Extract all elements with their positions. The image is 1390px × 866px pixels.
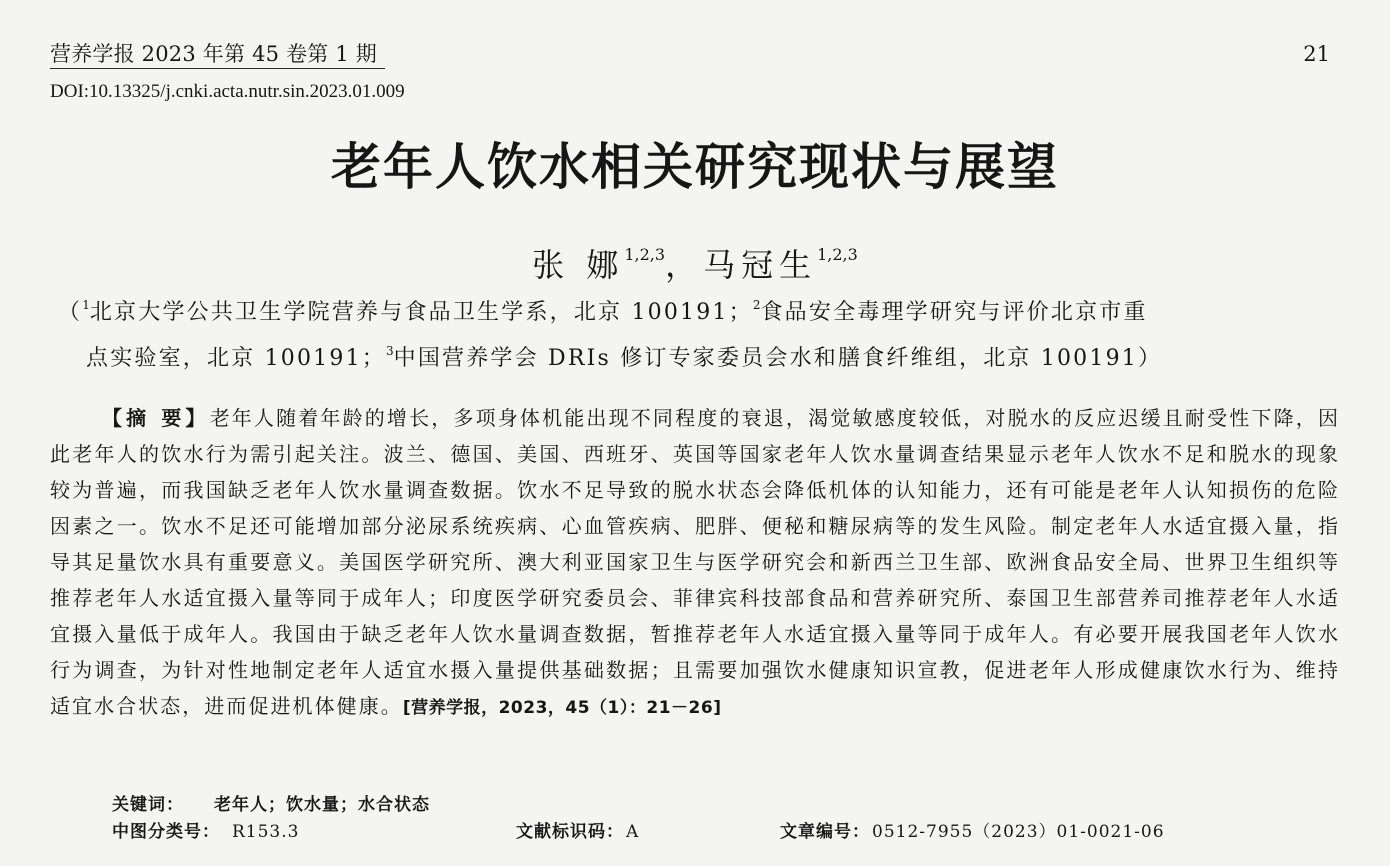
header-underline xyxy=(50,68,385,69)
document-code-row xyxy=(516,820,639,844)
clc-value: R153.3 xyxy=(232,822,300,842)
abstract xyxy=(50,400,1340,726)
affiliation-text: 点实验室，北京 100191； xyxy=(86,346,386,371)
citation: [营养学报，2023，45（1）：21－26] xyxy=(402,698,722,718)
author-separator: ， xyxy=(665,246,704,284)
page-number: 21 xyxy=(1303,42,1330,66)
author-name: 张 娜 xyxy=(532,246,625,284)
affiliation-marker: 3 xyxy=(385,344,394,358)
affiliation-marker: 2 xyxy=(752,298,761,312)
keywords-label: 关键词： xyxy=(112,795,184,815)
abstract-label: 【摘 要】 xyxy=(102,406,210,430)
affiliation-open-paren: （ xyxy=(58,300,83,325)
affiliation-text: 北京大学公共卫生学院营养与食品卫生学系，北京 100191； xyxy=(89,300,753,325)
clc-label: 中图分类号： xyxy=(112,822,220,842)
article-number-value: 0512-7955（2023）01-0021-06 xyxy=(872,822,1165,842)
paper-title: 老年人饮水相关研究现状与展望 xyxy=(331,138,1059,196)
clc-row xyxy=(112,820,299,844)
author-name: 马冠生 xyxy=(703,246,818,284)
journal-header: 营养学报 2023 年第 45 卷第 1 期 xyxy=(50,42,377,66)
affiliation-text: 食品安全毒理学研究与评价北京市重 xyxy=(760,300,1148,325)
affiliations xyxy=(58,286,1336,378)
keywords-value: 老年人；饮水量；水合状态 xyxy=(214,795,430,815)
affiliation-text: 中国营养学会 DRIs 修订专家委员会水和膳食纤维组，北京 100191） xyxy=(393,346,1163,371)
article-number-label: 文章编号： xyxy=(780,822,870,842)
affiliation-marker: 1 xyxy=(82,298,90,312)
keywords-row xyxy=(112,793,430,817)
abstract-body: 老年人随着年龄的增长，多项身体机能出现不同程度的衰退，渴觉敏感度较低，对脱水的反应迟缓且耐受性下降，因此老年人的饮水行为需引起关注。波兰、德国、美国、西班牙、英国等国家老年人饮水量调查结果显示老年人饮水不足和脱水的现象较为普遍，而我国缺乏老年人饮水量调查数据。饮水不足导致的脱水状态会降低机体的认知能力，还有可能是老年人认知损伤的危险因素之一。饮水不足还可能增加部分泌尿系统疾病、心血管疾病、肥胖、便秘和糖尿病等的发生风险。制定老年人水适宜摄入量，指导其足量饮水具有重要意义。美国医学研究所、澳大利亚国家卫生与医学研究会和新西兰卫生部、欧洲食品安全局、世界卫生组织等推荐老年人水适宜摄入量等同于成年人；印度医学研究委员会、菲律宾科技部食品和营养研究所、泰国卫生部营养司推荐老年人水适宜摄入量低于成年人。我国由于缺乏老年人饮水量调查数据，暂推荐老年人水适宜摄入量等同于成年人。有必要开展我国老年人饮水行为调查，为针对性地制定老年人适宜水摄入量提供基础数据；且需要加强饮水健康知识宣教，促进老年人形成健康饮水行为、维持适宜水合状态，进而促进机体健康。 xyxy=(50,406,1340,718)
author-affiliation-marker: 1,2,3 xyxy=(817,245,858,264)
author-list xyxy=(0,232,1390,288)
document-code-value: A xyxy=(626,822,640,842)
document-code-label: 文献标识码： xyxy=(516,822,624,842)
author-affiliation-marker: 1,2,3 xyxy=(624,245,666,264)
article-number-row xyxy=(780,820,1165,844)
doi: DOI:10.13325/j.cnki.acta.nutr.sin.2023.01.009 xyxy=(50,81,405,102)
